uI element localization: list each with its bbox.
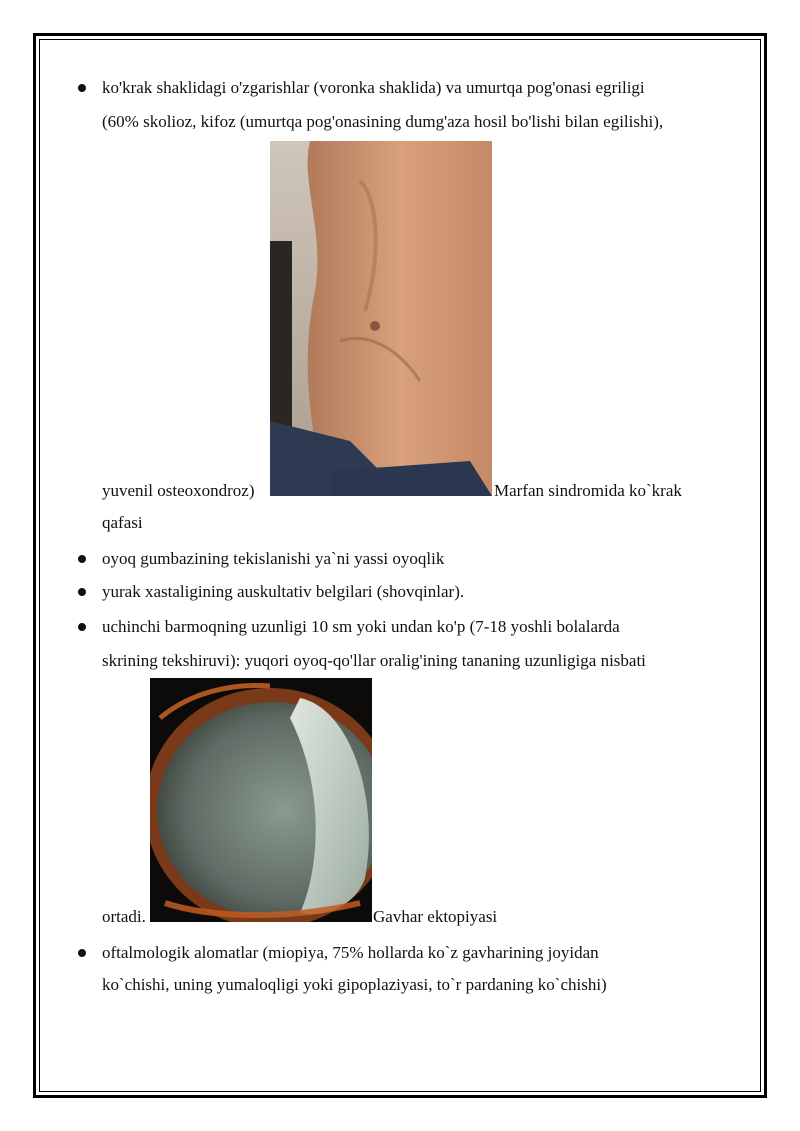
marfan-chest-photo [270, 141, 492, 496]
item-3-line-1: yurak xastaligining auskultativ belgilari (shovqinlar). [102, 582, 465, 601]
chest-photo-icon [270, 141, 492, 496]
item-4-line-1: uchinchi barmoqning uzunligi 10 sm yoki undan ko'p (7-18 yoshli bolalarda [102, 617, 620, 636]
bullet-1 [78, 84, 86, 92]
bullet-5 [78, 949, 86, 957]
item-5-line-2: ko`chishi, uning yumaloqligi yoki gipoplaziyasi, to`r pardaning ko`chishi) [102, 975, 607, 994]
bullet-2 [78, 555, 86, 563]
chest-photo-caption: Marfan sindromida ko`krak [494, 481, 682, 500]
chest-photo-caption-continuation: qafasi [102, 513, 143, 532]
item-1-line-2: (60% skolioz, kifoz (umurtqa pog'onasining dumg'aza hosil bo'lishi bilan egilishi), [102, 112, 664, 131]
item-1-before-image: yuvenil osteoxondroz) [102, 481, 255, 500]
lens-ectopia-photo [150, 678, 372, 922]
item-4-line-2: skrining tekshiruvi): yuqori oyoq-qo'llar oralig'ining tananing uzunligiga nisbati [102, 651, 646, 670]
item-5-line-1: oftalmologik alomatlar (miopiya, 75% hollarda ko`z gavharining joyidan [102, 943, 599, 962]
eye-lens-photo-icon [150, 678, 372, 922]
item-1-line-1: ko'krak shaklidagi o'zgarishlar (voronka shaklida) va umurtqa pog'onasi egriligi [102, 78, 645, 97]
bullet-4 [78, 623, 86, 631]
bullet-3 [78, 588, 86, 596]
item-2-line-1: oyoq gumbazining tekislanishi ya`ni yassi oyoqlik [102, 549, 445, 568]
eye-photo-caption: Gavhar ektopiyasi [373, 907, 498, 926]
item-4-before-image: ortadi. [102, 907, 146, 926]
